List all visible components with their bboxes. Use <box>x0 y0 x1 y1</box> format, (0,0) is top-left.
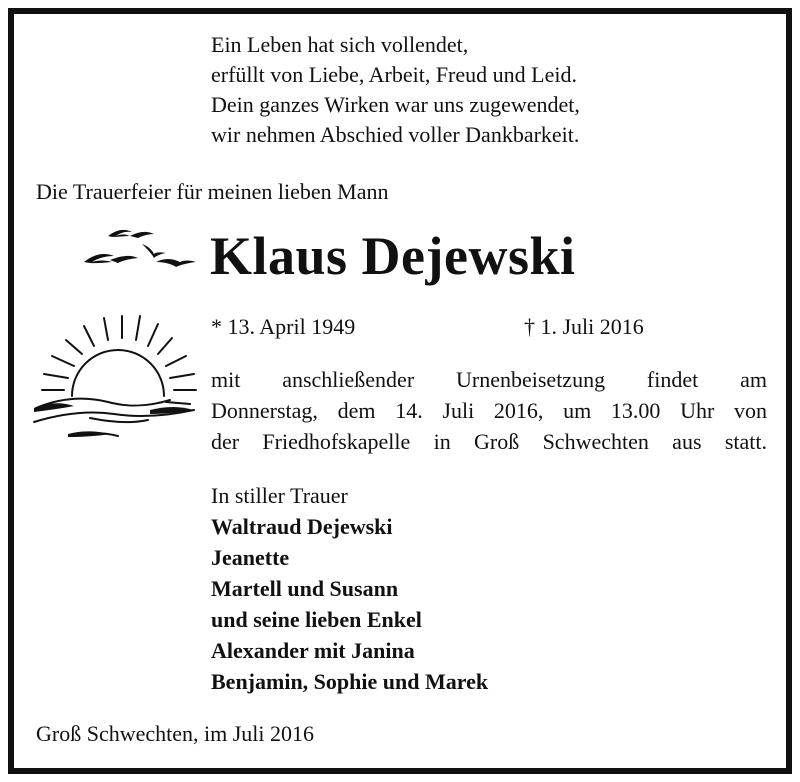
deceased-name: Klaus Dejewski <box>210 226 576 286</box>
mourner-name: Jeanette <box>211 545 290 570</box>
ceremony-line: der Friedhofskapelle in Groß Schwechten aus statt. <box>211 429 767 454</box>
sunset-over-hills-icon <box>30 310 200 446</box>
ceremony-line: Donnerstag, dem 14. Juli 2016, um 13.00 Uhr von <box>211 398 767 423</box>
poem-line: wir nehmen Abschied voller Dankbarkeit. <box>211 122 580 147</box>
mourner-name: und seine lieben Enkel <box>211 607 422 632</box>
place-and-date: Groß Schwechten, im Juli 2016 <box>36 721 315 746</box>
poem-line: Ein Leben hat sich vollendet, <box>211 32 469 57</box>
ceremony-details <box>211 364 767 457</box>
mourner-name: Alexander mit Janina <box>211 638 415 663</box>
mourner-name: Martell und Susann <box>211 576 399 601</box>
death-date: † 1. Juli 2016 <box>524 314 644 339</box>
poem-line: Dein ganzes Wirken war uns zugewendet, <box>211 92 580 117</box>
mourners-list <box>211 480 488 697</box>
mourner-name: Waltraud Dejewski <box>211 514 393 539</box>
ceremony-line: mit anschließender Urnenbeisetzung findet am <box>211 367 767 392</box>
memorial-poem <box>211 30 580 150</box>
ceremony-intro: Die Trauerfeier für meinen lieben Mann <box>36 179 389 204</box>
birth-date: * 13. April 1949 <box>211 314 356 339</box>
mourner-name: Benjamin, Sophie und Marek <box>211 669 489 694</box>
poem-line: erfüllt von Liebe, Arbeit, Freud und Leid. <box>211 62 577 87</box>
flying-birds-icon <box>80 222 200 276</box>
mourners-intro: In stiller Trauer <box>211 483 348 508</box>
